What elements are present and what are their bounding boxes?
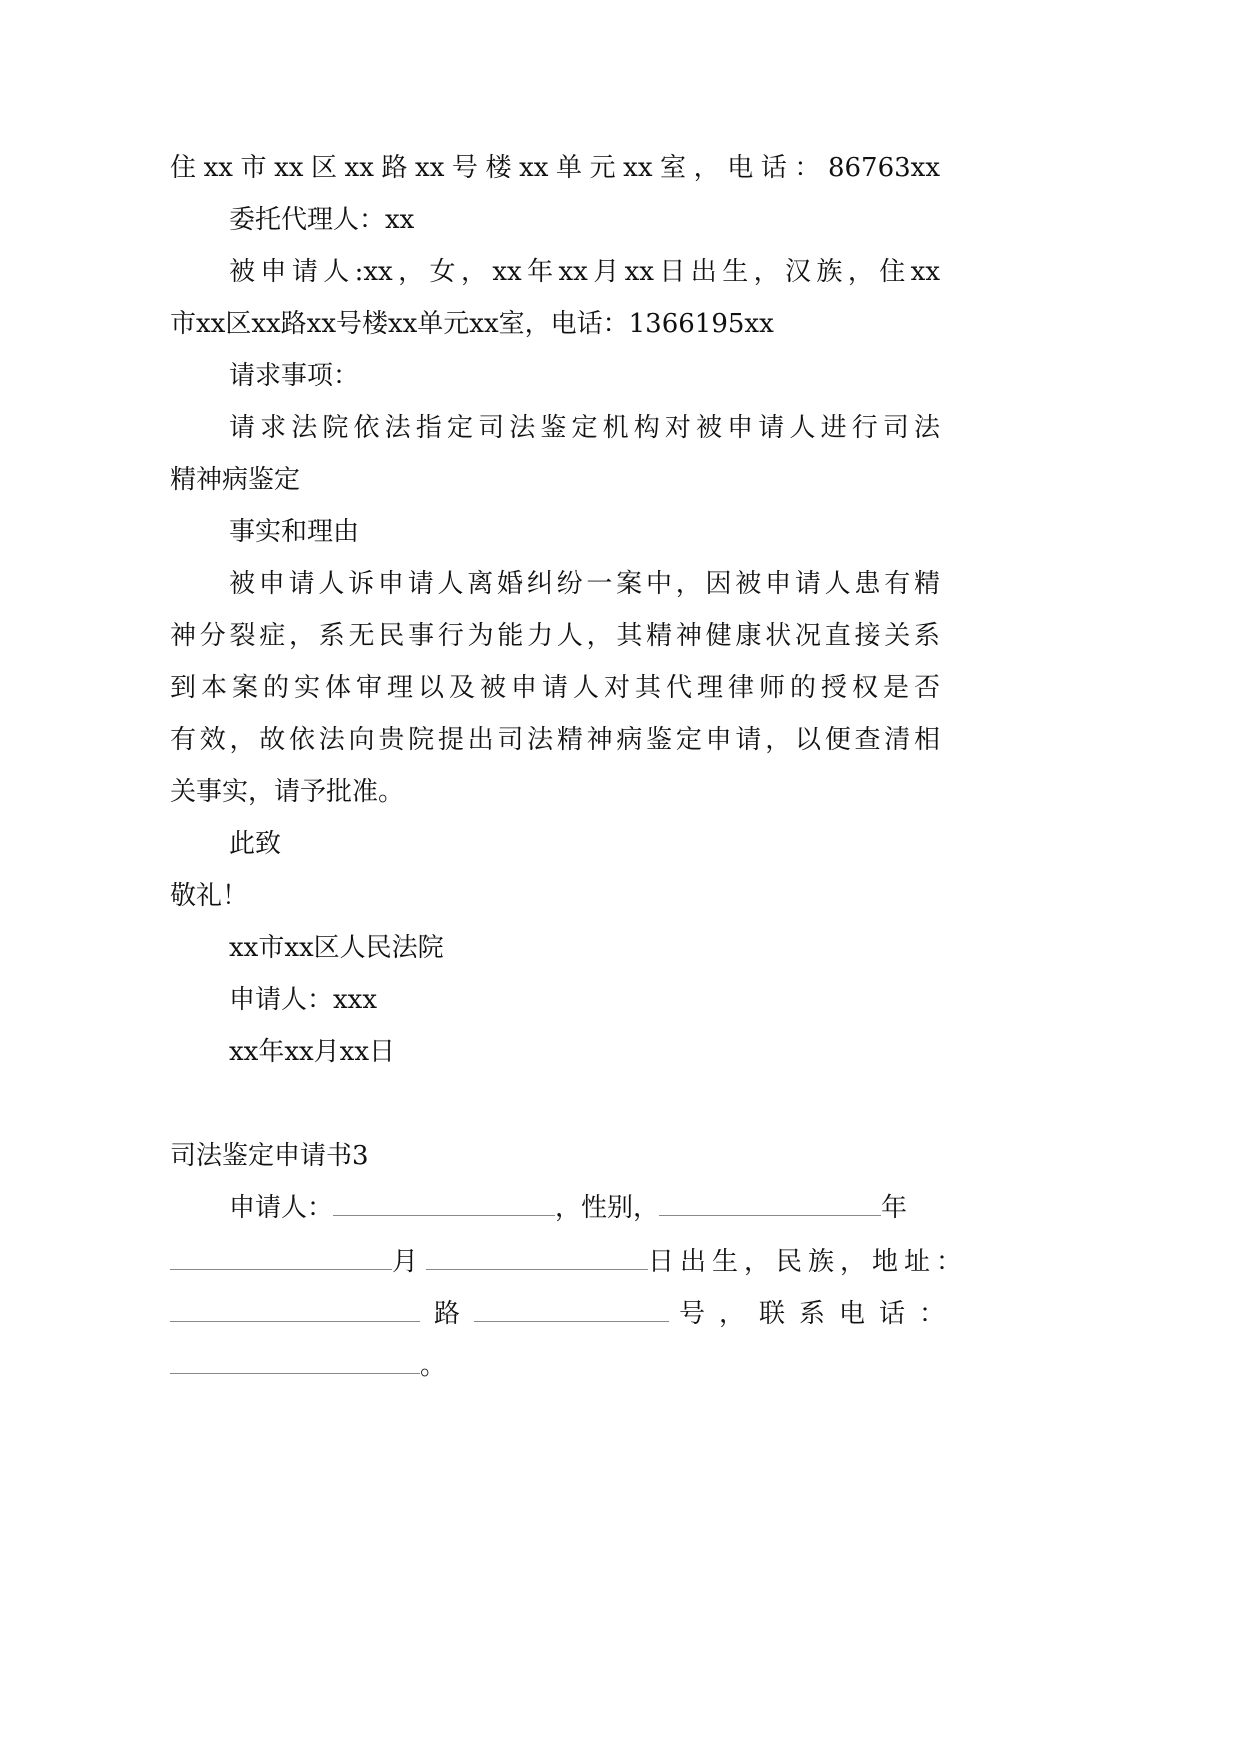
text-line: 市xx区xx路xx号楼xx单元xx室，电话：1366195xx bbox=[170, 309, 774, 339]
gender-label: ，性别， bbox=[555, 1193, 660, 1223]
text-line: 被申请人:xx，女，xx年xx月xx日出生，汉族，住xx bbox=[229, 257, 940, 287]
applicant-blank[interactable] bbox=[333, 1193, 555, 1216]
form-line-4 bbox=[170, 1349, 940, 1383]
section-title: 司法鉴定申请书3 bbox=[170, 1141, 369, 1171]
court-name: xx市xx区人民法院 bbox=[229, 933, 444, 963]
year-blank[interactable] bbox=[170, 1247, 392, 1270]
form-line-2 bbox=[170, 1245, 969, 1279]
closing: 此致 bbox=[229, 829, 282, 859]
salutation: 敬礼！ bbox=[170, 881, 249, 911]
phone-blank[interactable] bbox=[170, 1351, 420, 1374]
applicant-label: 申请人： bbox=[229, 1193, 334, 1223]
text-line: 委托代理人：xx bbox=[229, 205, 415, 235]
period: 。 bbox=[420, 1351, 447, 1381]
text-line: 被申请人诉申请人离婚纠纷一案中，因被申请人患有精 bbox=[229, 569, 940, 599]
text-line: 有效，故依法向贵院提出司法精神病鉴定申请，以便查清相 bbox=[170, 725, 940, 755]
address-blank[interactable] bbox=[170, 1299, 420, 1322]
text-line: 关事实，请予批准。 bbox=[170, 777, 405, 807]
text-line: 请求事项： bbox=[229, 361, 360, 391]
road-label: 路 bbox=[434, 1299, 461, 1329]
text-line: 神分裂症，系无民事行为能力人，其精神健康状况直接关系 bbox=[170, 621, 940, 651]
month-label: 月 bbox=[392, 1247, 419, 1277]
text-line: 请求法院依法指定司法鉴定机构对被申请人进行司法 bbox=[229, 413, 940, 443]
text-line: 到本案的实体审理以及被申请人对其代理律师的授权是否 bbox=[170, 673, 940, 703]
applicant-signature: 申请人：xxx bbox=[229, 985, 377, 1015]
gender-blank[interactable] bbox=[659, 1193, 881, 1216]
phone-label: 号，联系电话： bbox=[679, 1299, 960, 1329]
form-line-3 bbox=[170, 1297, 960, 1331]
form-line-1 bbox=[229, 1191, 940, 1225]
month-blank[interactable] bbox=[426, 1247, 648, 1270]
day-label: 日出生，民族，地址： bbox=[648, 1247, 969, 1277]
date: xx年xx月xx日 bbox=[229, 1037, 395, 1067]
text-line: 精神病鉴定 bbox=[170, 465, 301, 495]
section-heading: 事实和理由 bbox=[229, 517, 360, 547]
year-label: 年 bbox=[881, 1193, 908, 1223]
text-line: 住xx市xx区xx路xx号楼xx单元xx室，电话：86763xx bbox=[170, 153, 940, 183]
road-number-blank[interactable] bbox=[474, 1299, 669, 1322]
